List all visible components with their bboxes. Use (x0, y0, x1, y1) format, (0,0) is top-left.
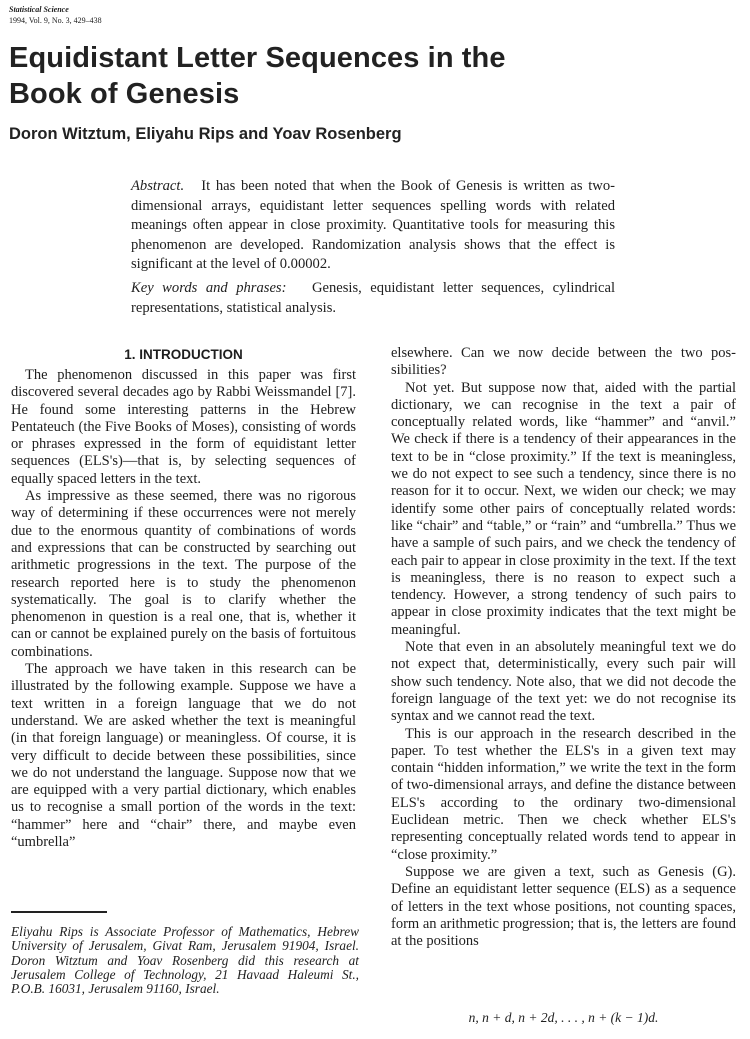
keywords-label: Key words and phrases: (131, 280, 287, 296)
title-line-1: Equidistant Letter Sequences in the (9, 42, 506, 74)
journal-name: Statistical Science (9, 5, 69, 14)
paragraph: Note that even in an absolutely meaningful text we do not expect that, deterministically, every such pair will show such tendency. Note also, that we did not decode the foreign language of the text yet: we do not recognise its syntax and we cannot read the text. (391, 639, 736, 725)
authors: Doron Witztum, Eliyahu Rips and Yoav Rosenberg (9, 125, 402, 143)
journal-header (9, 4, 102, 26)
paragraph: Not yet. But suppose now that, aided with the partial dictionary, we can recognise in the text a pair of conceptually related words, like “hammer” and “anvil.” We check if there is a tendency of their appearances in the text to be in “close proximity.” If the text is meaningless, we do not expect to see such a tendency, since there is no reason for it to occur. Next, we widen our check; we may identify some other pairs of conceptually related words: like “chair” and “table,” or “rain” and “umbrella.” Thus we have a sample of such pairs, and we check the tendency of each pair to appear in close proximity in the text. If the text is meaningless, there is no reason to expect such a tendency. However, a strong tendency of such pairs to appear in close proximity indicates that the text might be meaningful. (391, 379, 736, 638)
abstract-label: Abstract. (131, 178, 185, 194)
paragraph: Suppose we are given a text, such as Genesis (G). Define an equidistant letter sequence (ELS) as a sequence of letters in the text whose positions, not counting spaces, form an arithmetic progression; that is, the letters are found at the positions (391, 863, 736, 950)
section-heading: 1. INTRODUCTION (124, 347, 243, 362)
paragraph: As impressive as these seemed, there was no rigorous way of determining if these occurrences were not merely due to the enormous quantity of combinations of words and expressions that can be constructed by searching out arithmetic progressions in the text. The purpose of the research reported here is to study the phenomenon systematically. The goal is to clarify whether the phenomenon in question is a real one, that is, whether it can or cannot be explained purely on the basis of fortuitous combinations. (11, 488, 356, 660)
title-line-2: Book of Genesis (9, 78, 240, 110)
journal-citation: 1994, Vol. 9, No. 3, 429–438 (9, 16, 102, 25)
author-footnote: Eliyahu Rips is Associate Professor of Mathematics, Hebrew University of Jerusalem, Givat Ram, Jerusalem 91904, Israel. Doron Witztum and Yoav Rosenberg did this research at Jerusalem College of Technology, 21 Havaad Haleumi St., P.O.B. 16031, Jerusalem 91160, Israel. (11, 924, 359, 997)
paper-title (9, 40, 729, 112)
abstract-text: It has been noted that when the Book of Genesis is written as two-dimensional arrays, equidistant letter sequences spelling words with related meanings often appear in close proximity. Quantitative tools for measuring this phenomenon are developed. Randomization analysis shows that the effect is significant at the level of 0.00002. (131, 178, 615, 272)
right-column (391, 345, 736, 950)
keywords (131, 279, 615, 318)
paragraph: The approach we have taken in this research can be illustrated by the following example. Suppose we have a text written in a foreign language that we do not understand. We are asked whether the text is meaningful (in that foreign language) or meaningless. Of course, it is very difficult to decide between these possibilities, since we do not understand the language. Suppose now that we are equipped with a very partial dictionary, which enables us to recognise a small portion of the words in the text: “hammer” here and “chair” there, and maybe even “umbrella” (11, 661, 356, 851)
paragraph: The phenomenon discussed in this paper was first discovered several decades ago by Rabbi Weissmandel [7]. He found some interesting patterns in the Hebrew Pentateuch (the Five Books of Moses), consisting of words or phrases expressed in the form of equidistant letter sequences (ELS's)—that is, by selecting sequences of equally spaced letters in the text. (11, 367, 356, 487)
formula: n, n + d, n + 2d, . . . , n + (k − 1)d. (468, 1010, 659, 1025)
footnote-divider (11, 911, 107, 913)
keywords-text: Genesis, equidistant letter sequences, cylindrical representations, statistical analysis. (131, 280, 615, 316)
paragraph: This is our approach in the research described in the paper. To test whether the ELS's in a given text may contain “hidden information,” we write the text in the form of two-dimensional arrays, and define the distance between ELS's according to the ordinary two-dimensional Euclidean metric. Then we check whether ELS's representing conceptually related words tend to appear in “close proximity.” (391, 725, 736, 863)
left-column (11, 345, 356, 851)
abstract (131, 177, 615, 275)
paragraph-continuation: elsewhere. Can we now decide between the two possibilities? (391, 345, 736, 379)
